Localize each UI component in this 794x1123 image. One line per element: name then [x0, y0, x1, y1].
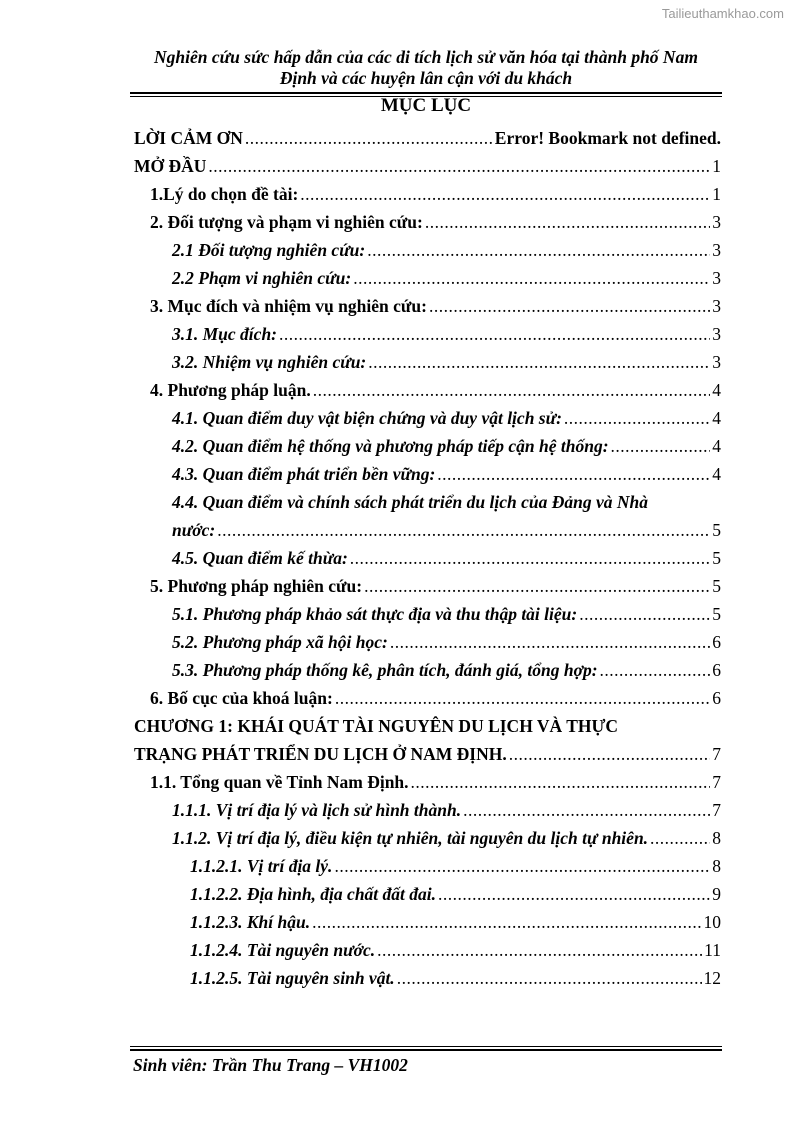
dot-leader	[438, 880, 710, 908]
toc-entry-text: 1.1.2.2. Địa hình, địa chất đất đai.	[190, 884, 437, 904]
toc-entry[interactable]	[190, 880, 721, 908]
toc-page-number: 6	[712, 660, 721, 680]
toc-entry-text: CHƯƠNG 1: KHÁI QUÁT TÀI NGUYÊN DU LỊCH VÀ THỰC	[134, 716, 619, 736]
dot-leader	[611, 432, 711, 460]
toc-entry-text-cont: TRẠNG PHÁT TRIỂN DU LỊCH Ở NAM ĐỊNH.	[134, 744, 507, 764]
toc-entry[interactable]	[172, 544, 721, 572]
dot-leader	[564, 404, 710, 432]
toc-entry-text: 2. Đối tượng và phạm vi nghiên cứu:	[150, 212, 423, 232]
toc-entry[interactable]	[190, 964, 721, 992]
toc-entry-text: 5.2. Phương pháp xã hội học:	[172, 632, 388, 652]
toc-page-number: 8	[712, 856, 721, 876]
toc-entry[interactable]	[172, 796, 721, 824]
toc-page-number: 11	[704, 940, 721, 960]
dot-leader	[313, 376, 711, 404]
dot-leader	[300, 180, 710, 208]
toc-entry[interactable]	[134, 124, 721, 152]
toc-entry-text: 5. Phương pháp nghiên cứu:	[150, 576, 363, 596]
toc-entry[interactable]	[150, 208, 721, 236]
toc-page-number: 3	[712, 296, 721, 316]
toc-entry[interactable]	[172, 404, 721, 432]
toc-page-number: 3	[712, 268, 721, 288]
dot-leader	[353, 264, 710, 292]
toc-page-number: 9	[712, 884, 721, 904]
toc-entry[interactable]	[190, 908, 721, 936]
toc-page-number: 6	[712, 688, 721, 708]
toc-entry-text: 1.1.2.3. Khí hậu.	[190, 912, 311, 932]
toc-page-number: 6	[712, 632, 721, 652]
toc-entry[interactable]	[172, 264, 721, 292]
toc-entry[interactable]	[172, 824, 721, 852]
dot-leader	[650, 824, 710, 852]
dot-leader	[397, 964, 702, 992]
toc-entry[interactable]	[172, 628, 721, 656]
toc-entry-continuation[interactable]	[134, 740, 721, 768]
toc-page-number: 7	[712, 744, 721, 764]
toc-page-number: 3	[712, 324, 721, 344]
toc-page-number: 4	[712, 380, 721, 400]
toc-entry-text: 5.3. Phương pháp thống kê, phân tích, đánh giá, tổng hợp:	[172, 660, 598, 680]
toc-entry[interactable]	[150, 292, 721, 320]
toc-entry-text: 2.2 Phạm vi nghiên cứu:	[172, 268, 352, 288]
toc-entry[interactable]	[190, 852, 721, 880]
footer-rule-thin	[130, 1046, 722, 1047]
toc-page-number: 5	[712, 548, 721, 568]
toc-page-number: 3	[712, 240, 721, 260]
dot-leader	[377, 936, 702, 964]
toc-entry-text: 4.1. Quan điểm duy vật biện chứng và duy vật lịch sử:	[172, 408, 562, 428]
toc-entry-text: 3. Mục đích và nhiệm vụ nghiên cứu:	[150, 296, 427, 316]
toc-entry-text: 2.1 Đối tượng nghiên cứu:	[172, 240, 366, 260]
toc-entry-continuation[interactable]	[172, 516, 721, 544]
toc-page-number: 4	[712, 436, 721, 456]
toc-entry-text: 1.1.2.1. Vị trí địa lý.	[190, 856, 333, 876]
toc-entry[interactable]	[172, 460, 721, 488]
toc-entry-text: 4.3. Quan điểm phát triển bền vững:	[172, 464, 436, 484]
toc-entry-text: 3.2. Nhiệm vụ nghiên cứu:	[172, 352, 367, 372]
dot-leader	[334, 852, 710, 880]
toc-entry-text: 1.1.2.4. Tài nguyên nước.	[190, 940, 376, 960]
dot-leader	[368, 348, 710, 376]
toc-entry[interactable]	[172, 236, 721, 264]
toc-entry-text-cont: nước:	[172, 520, 216, 540]
footer-rule	[130, 1049, 722, 1051]
running-header	[130, 47, 722, 89]
toc-entry-text: 5.1. Phương pháp khảo sát thực địa và thu thập tài liệu:	[172, 604, 578, 624]
toc-page-number: Error! Bookmark not defined.	[494, 128, 721, 148]
toc-entry-text: 6. Bố cục của khoá luận:	[150, 688, 333, 708]
toc-entry-text: 1.1. Tổng quan về Tỉnh Nam Định.	[150, 772, 409, 792]
toc-page-number: 1	[712, 184, 721, 204]
toc-entry[interactable]	[150, 180, 721, 208]
toc-entry[interactable]	[134, 152, 721, 180]
toc-page-number: 3	[712, 212, 721, 232]
dot-leader	[390, 628, 710, 656]
toc-page-number: 4	[712, 464, 721, 484]
toc-page-number: 7	[712, 772, 721, 792]
footer-student: Sinh viên: Trần Thu Trang – VH1002	[133, 1055, 408, 1075]
dot-leader	[335, 684, 710, 712]
dot-leader	[367, 236, 710, 264]
toc-entry[interactable]	[150, 684, 721, 712]
dot-leader	[429, 292, 710, 320]
toc-entry-text: 4. Phương pháp luận.	[150, 380, 311, 400]
toc-page-number: 7	[712, 800, 721, 820]
dot-leader	[312, 908, 701, 936]
toc-entry-text: 1.1.2. Vị trí địa lý, điều kiện tự nhiên, tài nguyên du lịch tự nhiên.	[172, 828, 649, 848]
toc-entry[interactable]	[172, 600, 721, 628]
toc-entry-line[interactable]	[172, 488, 721, 516]
toc-entry-line[interactable]	[134, 712, 721, 740]
toc-entry-text: 1.1.2.5. Tài nguyên sinh vật.	[190, 968, 395, 988]
toc-entry[interactable]	[172, 348, 721, 376]
toc-entry[interactable]	[172, 320, 721, 348]
toc-entry-text: 1.Lý do chọn đề tài:	[150, 184, 299, 204]
dot-leader	[279, 320, 710, 348]
toc-page-number: 8	[712, 828, 721, 848]
toc-page-number: 4	[712, 408, 721, 428]
toc-entry-text: 3.1. Mục đích:	[172, 324, 277, 344]
toc-entry-text: 1.1.1. Vị trí địa lý và lịch sử hình thành.	[172, 800, 462, 820]
toc-entry-text: 4.4. Quan điểm và chính sách phát triển du lịch của Đảng và Nhà	[172, 492, 648, 512]
toc-entry[interactable]	[172, 656, 721, 684]
dot-leader	[208, 152, 710, 180]
toc-entry[interactable]	[190, 936, 721, 964]
toc-page-number: 12	[703, 968, 721, 988]
dot-leader	[245, 124, 493, 152]
dot-leader	[463, 796, 710, 824]
header-rule	[130, 92, 722, 94]
header-line-2: Định và các huyện lân cận với du khách	[279, 68, 573, 88]
toc-entry[interactable]	[150, 768, 721, 796]
toc-entry-text: LỜI CẢM ƠN	[134, 128, 243, 148]
toc-page-number: 1	[712, 156, 721, 176]
dot-leader	[437, 460, 710, 488]
toc-page-number: 5	[712, 604, 721, 624]
dot-leader	[364, 572, 710, 600]
dot-leader	[579, 600, 710, 628]
dot-leader	[411, 768, 711, 796]
toc-entry[interactable]	[172, 432, 721, 460]
toc-title: MỤC LỤC	[380, 95, 472, 116]
toc-entry[interactable]	[150, 572, 721, 600]
toc-page-number: 5	[712, 576, 721, 596]
toc-page-number: 5	[712, 520, 721, 540]
dot-leader	[350, 544, 710, 572]
toc-entry-text: MỞ ĐẦU	[134, 156, 207, 176]
toc-entry-text: 4.2. Quan điểm hệ thống và phương pháp tiếp cận hệ thống:	[172, 436, 609, 456]
toc-page-number: 3	[712, 352, 721, 372]
toc-entry[interactable]	[150, 376, 721, 404]
dot-leader	[600, 656, 711, 684]
dot-leader	[509, 740, 711, 768]
dot-leader	[425, 208, 710, 236]
toc-page-number: 10	[703, 912, 721, 932]
header-line-1: Nghiên cứu sức hấp dẫn của các di tích lịch sử văn hóa tại thành phố Nam	[154, 47, 698, 67]
watermark: Tailieuthamkhao.com	[661, 6, 784, 21]
toc-entry-text: 4.5. Quan điểm kế thừa:	[172, 548, 348, 568]
dot-leader	[217, 516, 710, 544]
